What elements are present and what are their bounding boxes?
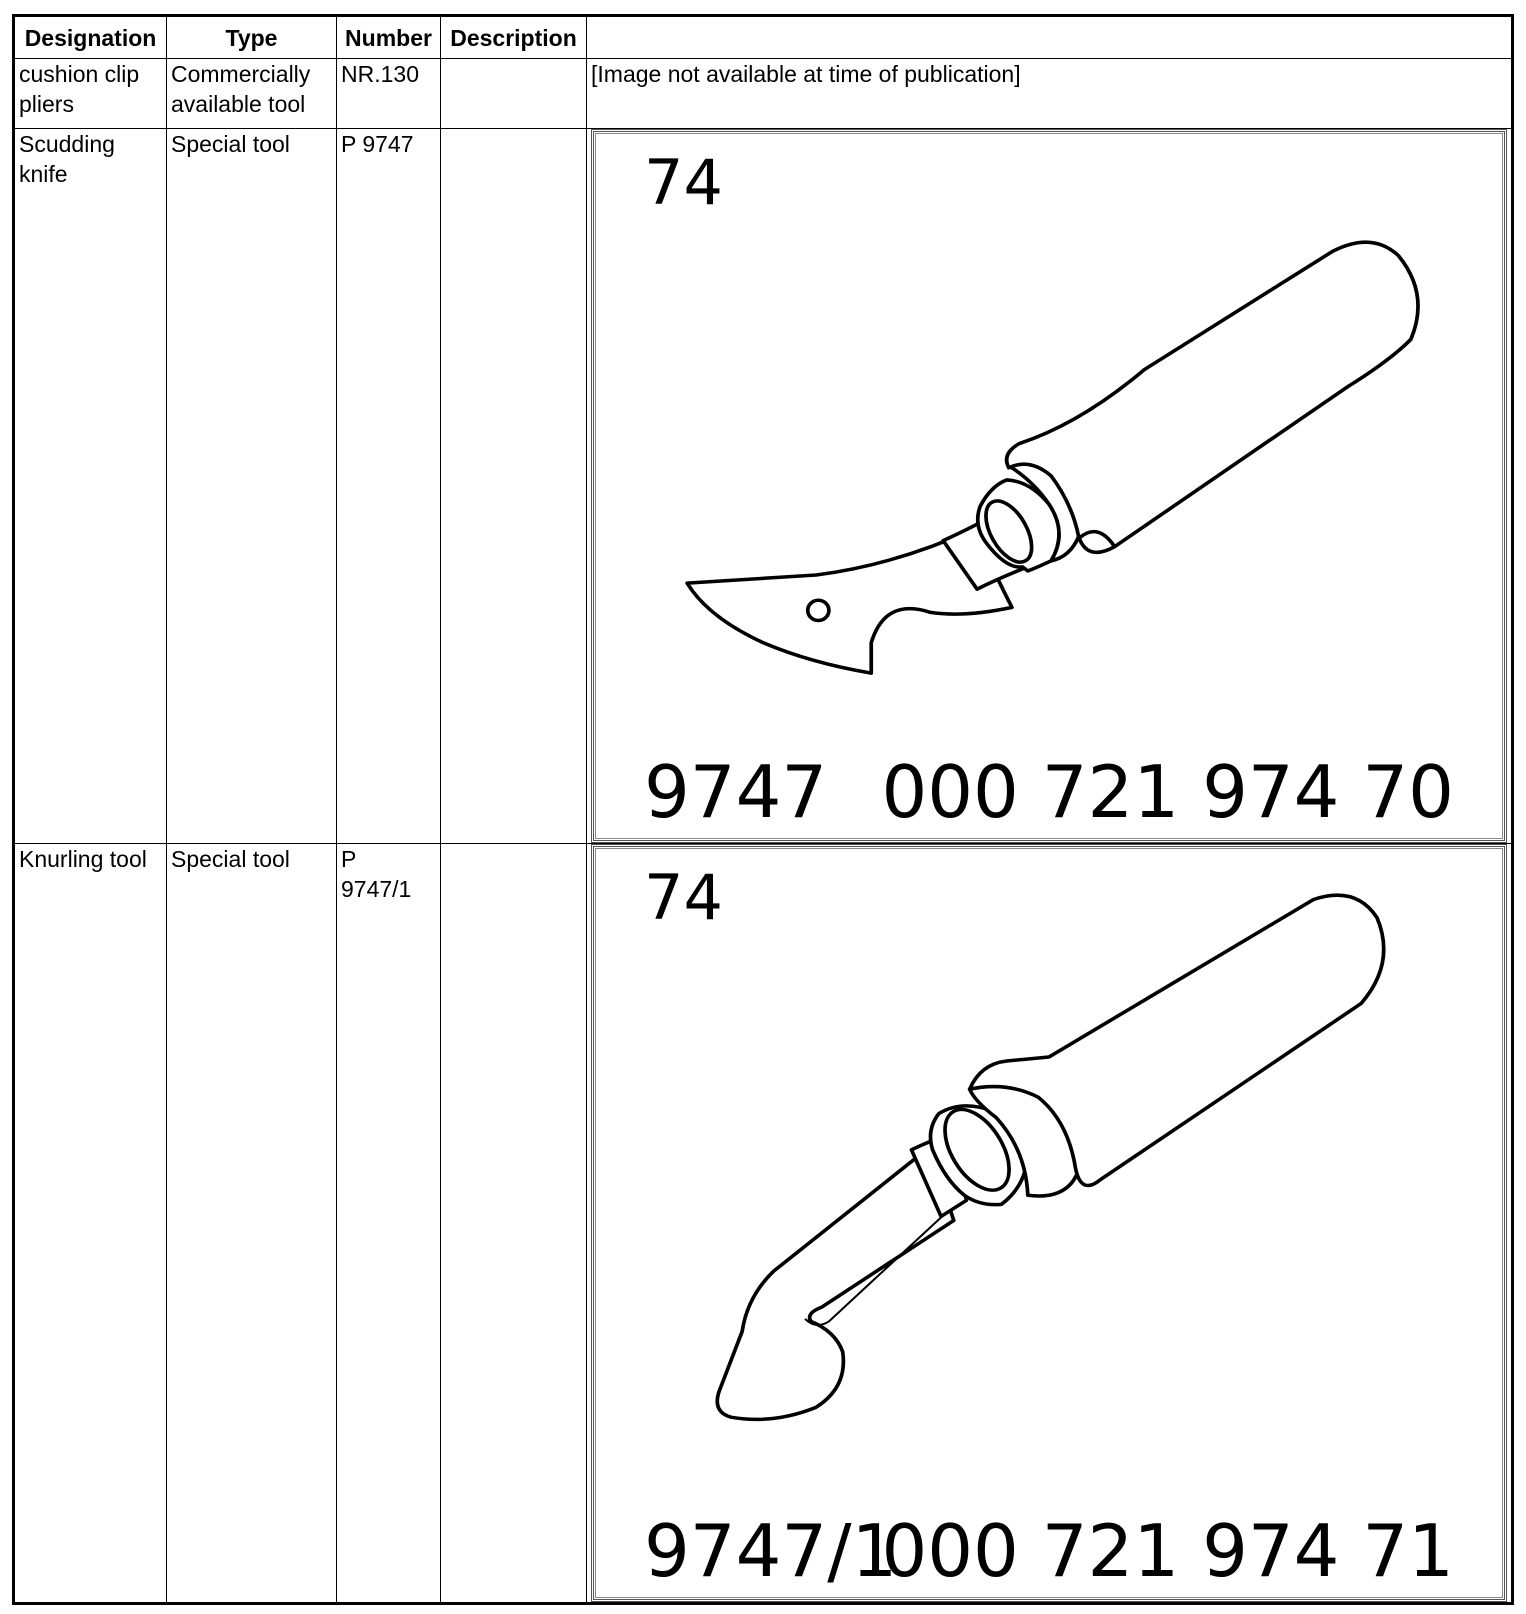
designation-cell <box>14 59 167 129</box>
header-image <box>587 16 1513 59</box>
header-type: Type <box>167 16 337 59</box>
designation-line: Scudding <box>19 131 115 157</box>
drawing-label-part-number: 000 721 974 70 <box>881 750 1454 834</box>
drawing-label-tool-number: 9747/1 <box>644 1509 898 1593</box>
designation-line: Knurling tool <box>19 846 147 872</box>
knurling-tool-figure <box>591 844 1507 1602</box>
type-cell <box>167 844 337 1604</box>
designation-line: pliers <box>19 91 74 117</box>
drawing-label-top: 74 <box>644 861 723 934</box>
header-description: Description <box>441 16 587 59</box>
number-cell <box>337 129 441 844</box>
table-row <box>14 59 1513 129</box>
type-line: available tool <box>171 91 306 117</box>
drawing-label-top: 74 <box>644 146 723 219</box>
designation-line: cushion clip <box>19 61 140 87</box>
number-line: NR.130 <box>341 61 419 87</box>
scudding-knife-figure <box>591 129 1507 843</box>
header-designation: Designation <box>14 16 167 59</box>
header-number: Number <box>337 16 441 59</box>
number-line: 9747/1 <box>341 876 412 902</box>
type-line: Special tool <box>171 846 290 872</box>
type-line: Special tool <box>171 131 290 157</box>
image-placeholder: [Image not available at time of publication] <box>587 59 1513 129</box>
number-line: P 9747 <box>341 131 414 157</box>
description-cell <box>441 844 587 1604</box>
image-cell <box>587 129 1513 844</box>
drawing-label-part-number: 000 721 974 71 <box>881 1509 1454 1593</box>
type-cell <box>167 129 337 844</box>
type-line: Commercially <box>171 61 311 87</box>
designation-cell <box>14 129 167 844</box>
designation-cell <box>14 844 167 1604</box>
number-line: P <box>341 846 357 872</box>
knurling-tool-drawing-icon <box>594 847 1504 1599</box>
scudding-knife-drawing-icon <box>594 132 1504 840</box>
image-cell <box>587 844 1513 1604</box>
designation-line: knife <box>19 161 68 187</box>
description-cell <box>441 59 587 129</box>
drawing-label-tool-number: 9747 <box>644 750 828 834</box>
table-row <box>14 844 1513 1604</box>
number-cell <box>337 844 441 1604</box>
header-row <box>14 16 1513 59</box>
type-cell <box>167 59 337 129</box>
number-cell <box>337 59 441 129</box>
tools-table <box>12 14 1514 1605</box>
table-row <box>14 129 1513 844</box>
description-cell <box>441 129 587 844</box>
